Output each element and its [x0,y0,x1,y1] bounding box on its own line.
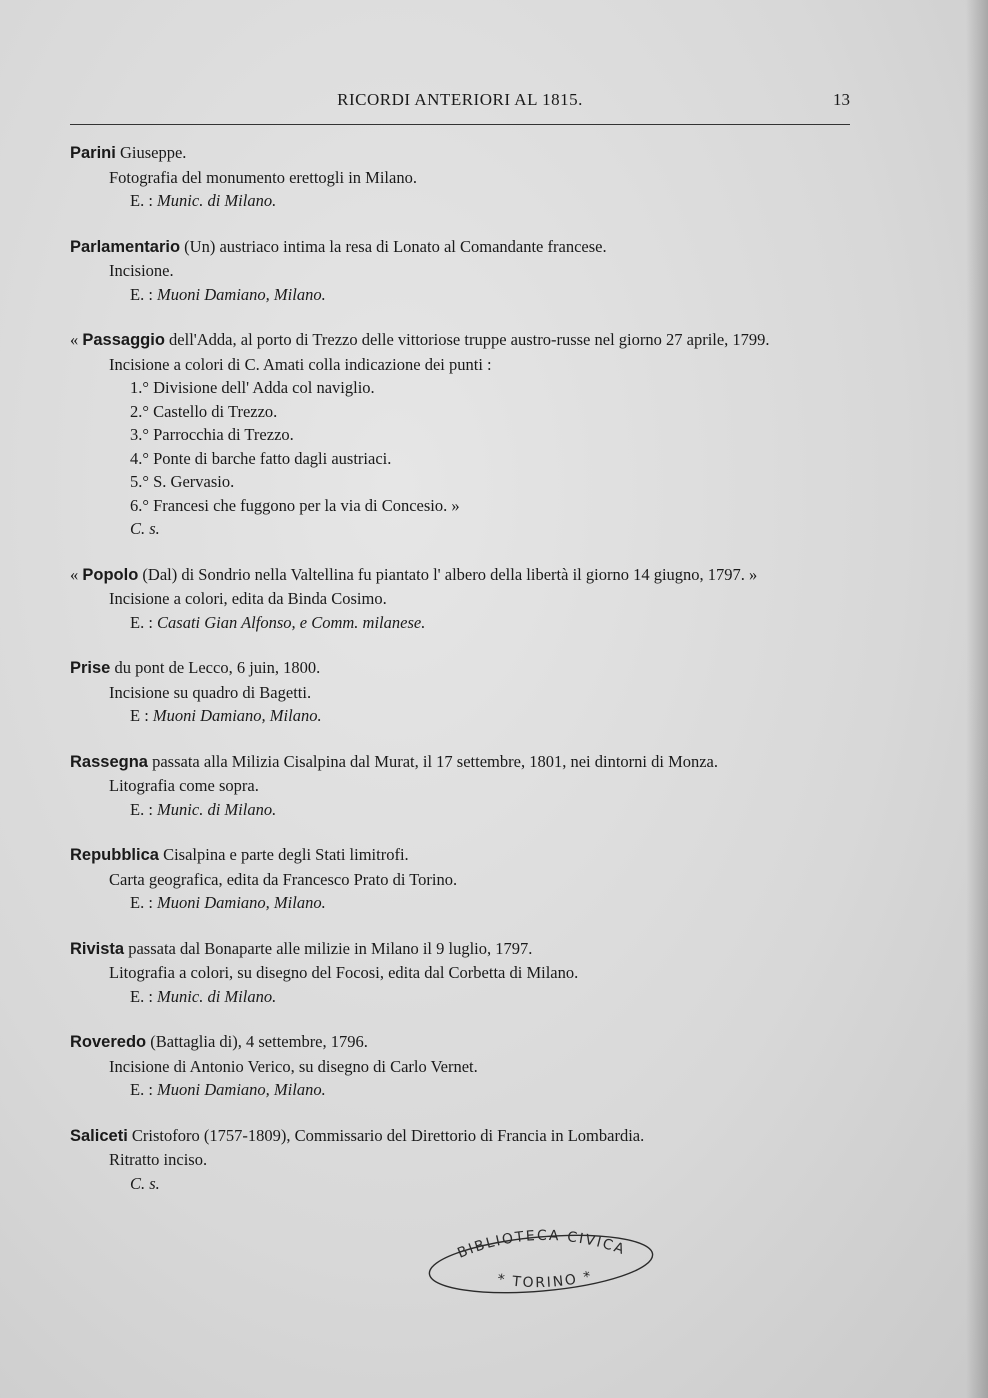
entry-popolo [70,563,855,635]
source-label: E : [130,706,153,725]
source-label: E. : [130,612,158,632]
library-stamp [425,1226,655,1296]
list-item: 3.° Parrocchia di Trezzo. [130,425,294,444]
source-label: E. : [130,284,158,304]
list-item: 6.° Francesi che fuggono per la via di Concesio. » [130,495,460,515]
entry-heading [70,1124,855,1149]
entry-heading [70,328,855,353]
source-location: Munic. di Milano. [157,191,277,210]
entry-heading [70,750,855,775]
entry-description: Incisione su quadro di Bagetti. [109,682,312,702]
heading-rest: Giuseppe. [115,143,187,162]
heading-rest: (Dal) di Sondrio nella Valtellina fu piantato l' albero della libertà il giorno 14 giugno, 1797. » [138,564,758,584]
quote-prefix: « [70,330,83,349]
headword: Rivista [70,939,125,958]
entry-heading [70,563,855,588]
entry-heading [70,1030,855,1055]
source-location: Muoni Damiano, Milano. [152,706,322,725]
headword: Prise [70,659,111,677]
entry-heading [70,843,855,868]
source-label: E. : [130,799,158,819]
heading-rest: (Battaglia di), 4 settembre, 1796. [146,1032,368,1051]
headword: Parlamentario [70,237,181,256]
heading-rest: du pont de Lecco, 6 juin, 1800. [110,658,321,677]
source-location: Muoni Damiano, Milano. [157,893,326,912]
list-item: 2.° Castello di Trezzo. [130,401,278,421]
entry-rivista [70,937,855,1009]
heading-rest: Cisalpina e parte degli Stati limitrofi. [158,845,409,864]
page-number: 13 [833,90,850,109]
entry-list [70,141,855,1217]
entry-source [70,704,855,728]
source-location: Munic. di Milano. [157,799,277,819]
entry-source [70,283,855,307]
entry-description: Carta geografica, edita da Francesco Prato di Torino. [109,869,458,889]
list-item: 4.° Ponte di barche fatto dagli austriaci. [130,448,392,468]
entry-description: Litografia a colori, su disegno del Focosi, edita dal Corbetta di Milano. [109,963,579,982]
entry-description: Incisione a colori, edita da Binda Cosimo. [109,589,387,608]
entry-repubblica [70,843,855,915]
entry-source [70,189,855,213]
entry-rassegna [70,750,855,822]
heading-rest: passata alla Milizia Cisalpina dal Murat, il 17 settembre, 1801, nei dintorni di Monza. [147,751,719,771]
list-item: 5.° S. Gervasio. [130,472,235,491]
entry-prise [70,656,855,728]
source-label: E. : [130,191,158,210]
entry-description: Incisione di Antonio Verico, su disegno di Carlo Vernet. [109,1056,478,1076]
entry-heading [70,937,855,962]
entry-parini [70,141,855,213]
heading-rest: dell'Adda, al porto di Trezzo delle vittoriose truppe austro-russe nel giorno 27 aprile, 1799. [164,330,770,349]
source-label: E. : [130,986,158,1006]
entry-source [70,1172,855,1196]
source-location: Muoni Damiano, Milano. [157,284,326,304]
heading-rest: passata dal Bonaparte alle milizie in Milano il 9 luglio, 1797. [124,938,533,958]
library-stamp-seal [425,1226,655,1296]
page-header [70,90,850,116]
entry-description: Incisione a colori di C. Amati colla indicazione dei punti : [109,354,492,374]
entry-description: Ritratto inciso. [109,1150,208,1169]
headword: Parini [70,144,116,162]
running-title: RICORDI ANTERIORI AL 1815. [337,90,583,109]
entry-source [70,611,855,635]
headword: Repubblica [70,846,159,864]
quote-prefix: « [70,564,83,584]
header-rule [70,124,850,125]
svg-text:BIBLIOTECA CIVICA [455,1228,628,1262]
entry-source [70,985,855,1009]
entry-description: Fotografia del monumento erettogli in Milano. [109,167,417,187]
entry-heading [70,141,855,166]
source-label: E. : [130,1080,158,1099]
page-edge-shadow [966,0,988,1398]
source-location: C. s. [130,1173,160,1193]
stamp-bottom-text: * TORINO * [495,1268,595,1292]
headword: Passaggio [82,331,165,349]
entry-source [70,1078,855,1102]
entry-heading [70,235,855,260]
source-location: Casati Gian Alfonso, e Comm. milanese. [157,612,426,632]
entry-saliceti [70,1124,855,1196]
source-location: C. s. [130,519,160,538]
headword: Rassegna [70,752,148,771]
headword: Saliceti [70,1126,128,1145]
source-label: E. : [130,893,158,912]
svg-text:* TORINO * [496,1268,595,1291]
entry-source [70,798,855,822]
entry-description: Litografia come sopra. [109,776,259,795]
headword: Popolo [82,565,139,584]
entry-heading [70,656,855,681]
heading-rest: Cristoforo (1757-1809), Commissario del Direttorio di Francia in Lombardia. [127,1125,645,1145]
entry-source [70,517,855,541]
stamp-top-text: BIBLIOTECA CIVICA [455,1227,628,1262]
entry-source [70,891,855,915]
entry-description: Incisione. [109,261,174,280]
source-location: Muoni Damiano, Milano. [157,1080,326,1099]
list-item: 1.° Divisione dell' Adda col naviglio. [130,378,375,397]
source-location: Munic. di Milano. [157,986,277,1006]
entry-passaggio [70,328,855,541]
entry-roveredo [70,1030,855,1102]
headword: Roveredo [70,1033,147,1051]
heading-rest: (Un) austriaco intima la resa di Lonato al Comandante francese. [180,236,607,256]
entry-parlamentario [70,235,855,307]
